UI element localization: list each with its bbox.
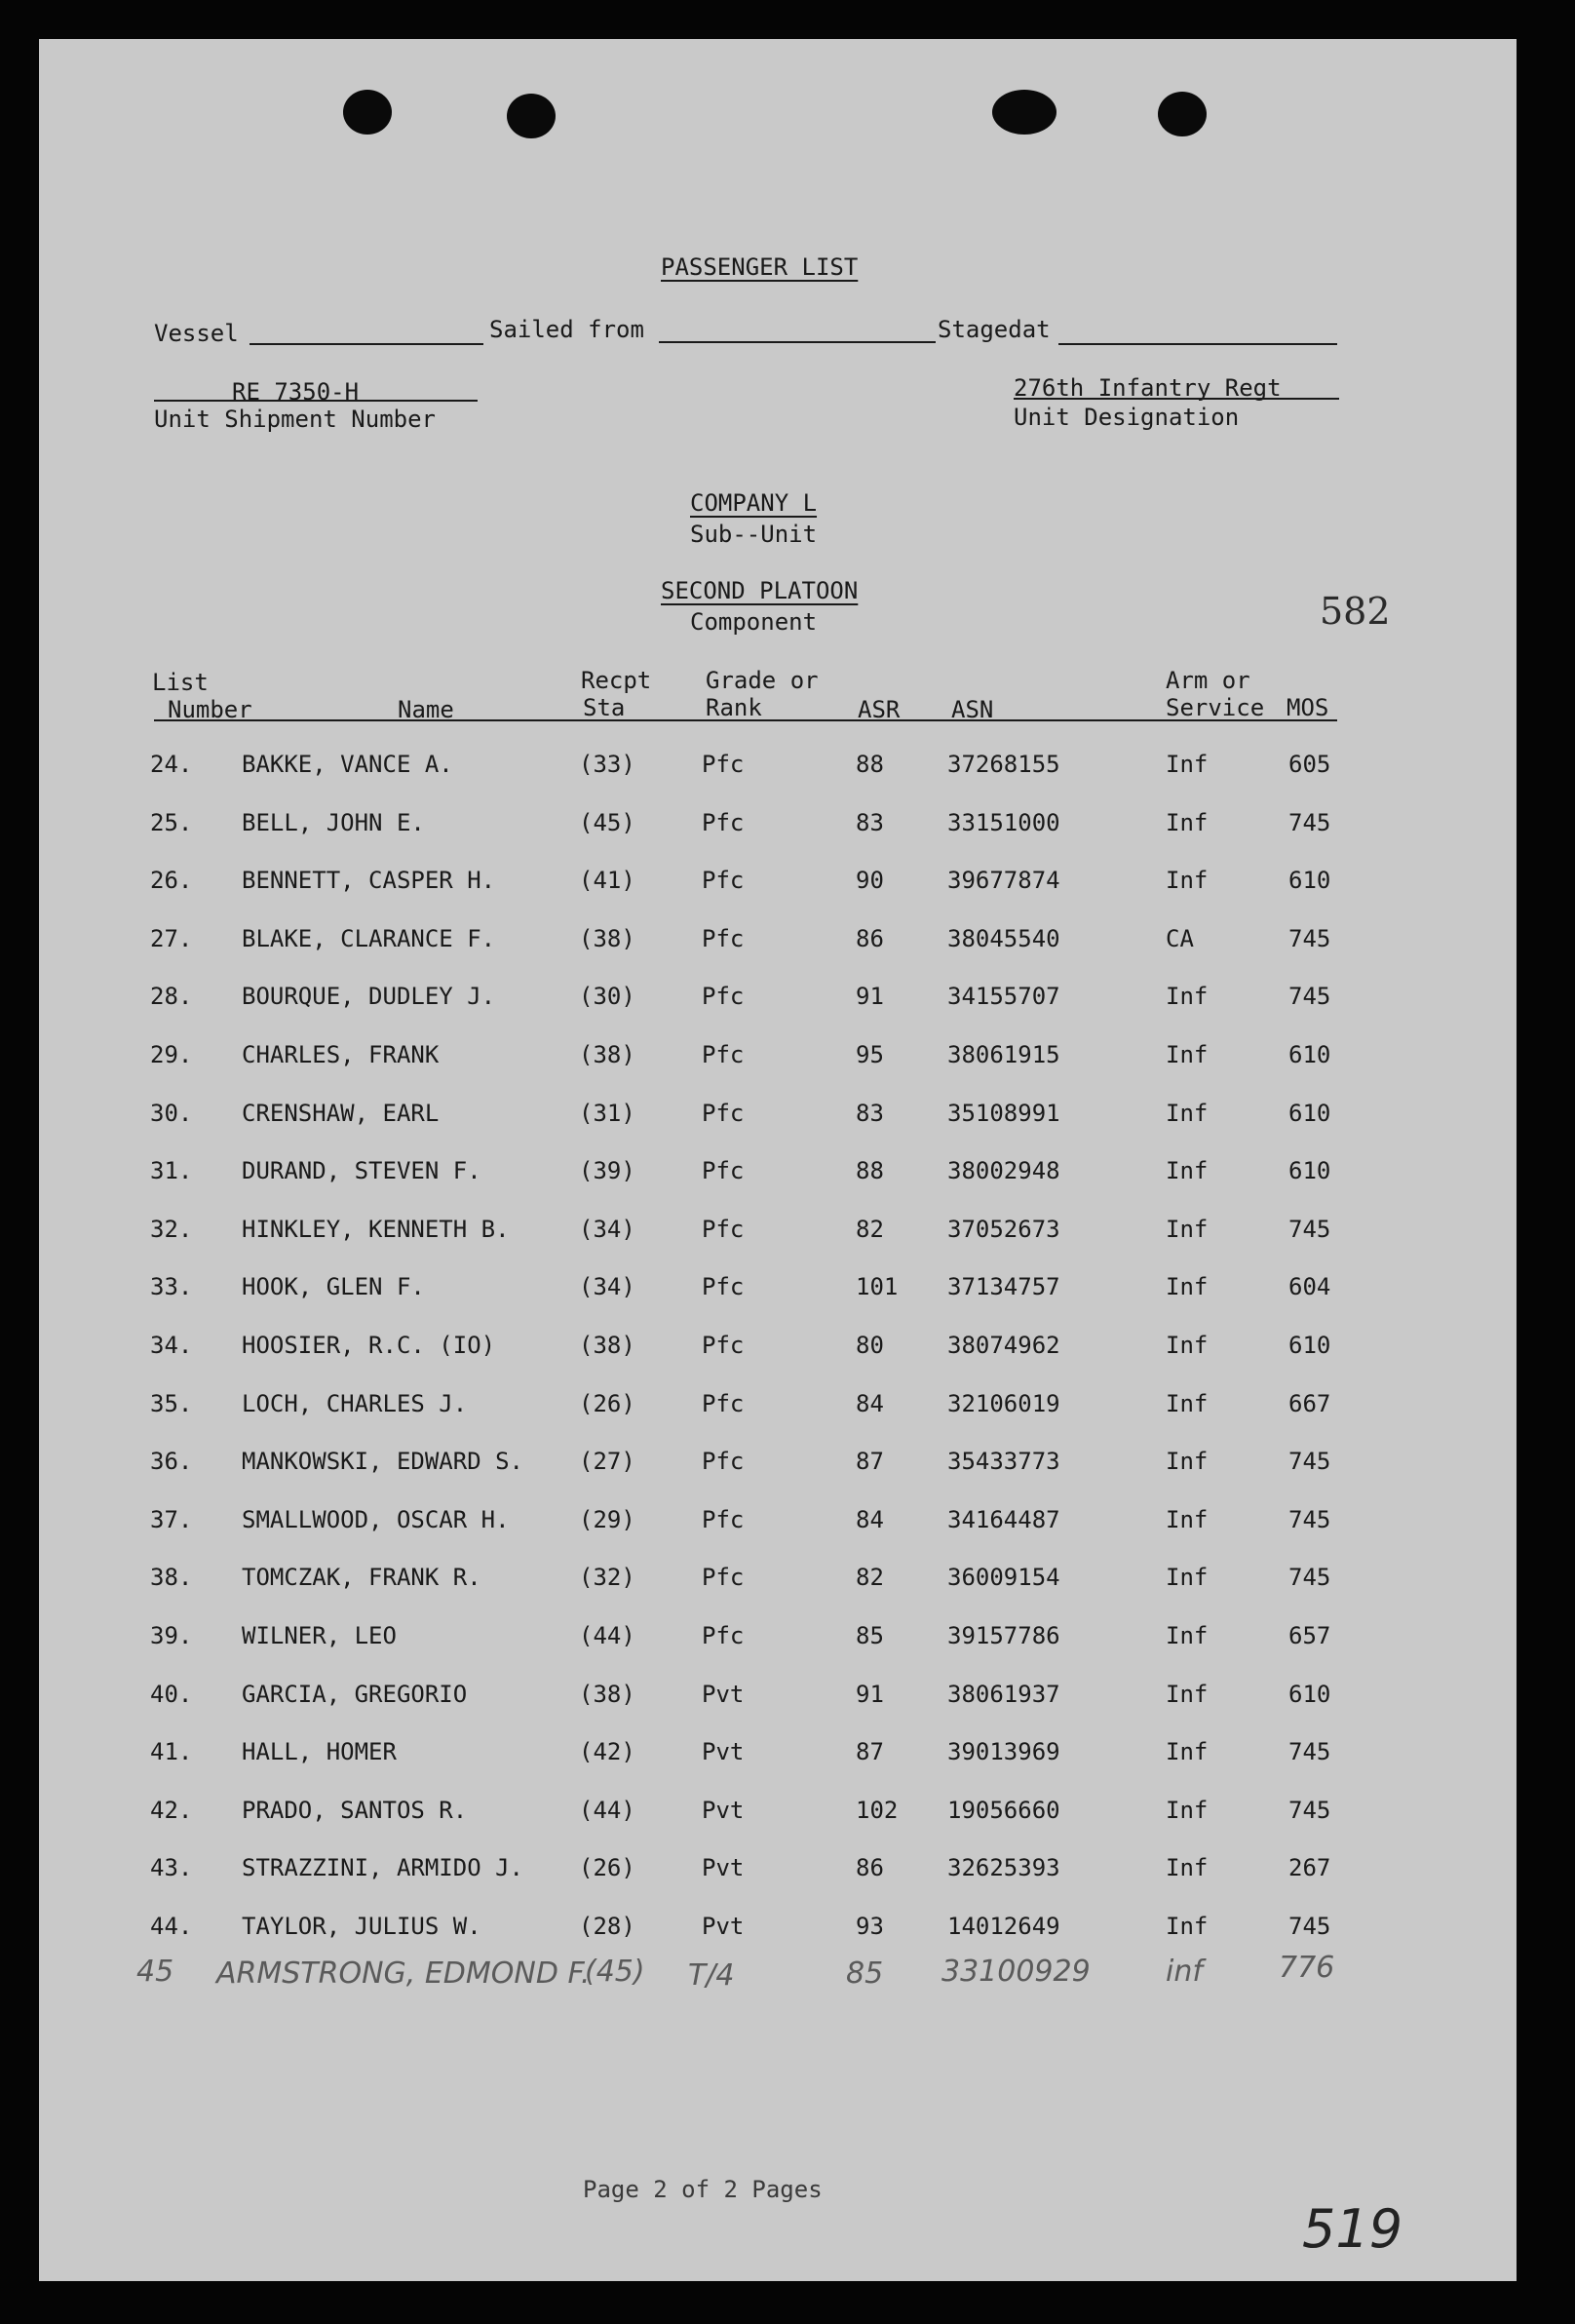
row-list-number: 35. <box>150 1389 193 1417</box>
row-asn: 38074962 <box>947 1332 1060 1359</box>
table-row <box>0 1043 1575 1072</box>
row-list-number: 24. <box>150 751 193 778</box>
sailed-from-line <box>659 341 936 343</box>
row-grade: Pfc <box>702 1041 745 1068</box>
row-name: WILNER, LEO <box>242 1622 397 1649</box>
row-recpt-sta: (38) <box>579 1680 635 1708</box>
row-mos: 745 <box>1288 1913 1331 1940</box>
row-grade: Pfc <box>702 1099 745 1127</box>
unit-designation-label: Unit Designation <box>1014 404 1240 431</box>
row-arm: Inf <box>1166 808 1209 836</box>
row-arm: Inf <box>1166 983 1209 1011</box>
row-arm: Inf <box>1166 1389 1209 1417</box>
handwritten-num: 45 <box>136 1955 174 1989</box>
row-mos: 667 <box>1288 1389 1331 1417</box>
row-grade: Pfc <box>702 867 745 895</box>
staged-at-line <box>1058 343 1337 345</box>
row-grade: Pfc <box>702 1215 745 1243</box>
row-name: STRAZZINI, ARMIDO J. <box>242 1854 523 1882</box>
row-asr: 102 <box>856 1796 899 1824</box>
col-list-number-l1: List <box>152 669 209 696</box>
row-mos: 745 <box>1288 808 1331 836</box>
table-row <box>0 1624 1575 1653</box>
row-asn: 38002948 <box>947 1157 1060 1185</box>
row-recpt-sta: (38) <box>579 1041 635 1068</box>
table-row <box>0 1856 1575 1885</box>
col-grade-l2: Rank <box>706 694 762 721</box>
row-asr: 82 <box>856 1215 884 1243</box>
row-asr: 83 <box>856 1099 884 1127</box>
row-grade: Pfc <box>702 1564 745 1592</box>
vessel-line <box>250 343 483 345</box>
row-recpt-sta: (31) <box>579 1099 635 1127</box>
table-row <box>0 1566 1575 1595</box>
handwritten-asr: 85 <box>846 1956 884 1991</box>
row-arm: Inf <box>1166 1041 1209 1068</box>
row-arm: Inf <box>1166 1157 1209 1185</box>
row-recpt-sta: (38) <box>579 1332 635 1359</box>
row-mos: 610 <box>1288 1041 1331 1068</box>
row-mos: 745 <box>1288 983 1331 1011</box>
row-name: CHARLES, FRANK <box>242 1041 440 1068</box>
row-arm: Inf <box>1166 1564 1209 1592</box>
table-row <box>0 985 1575 1014</box>
row-asr: 87 <box>856 1738 884 1766</box>
punch-hole <box>992 90 1056 135</box>
row-asr: 84 <box>856 1505 884 1533</box>
row-grade: Pfc <box>702 1157 745 1185</box>
row-asn: 35433773 <box>947 1448 1060 1476</box>
row-name: HALL, HOMER <box>242 1738 397 1766</box>
row-asn: 38045540 <box>947 924 1060 952</box>
row-asn: 32625393 <box>947 1854 1060 1882</box>
col-mos: MOS <box>1287 694 1329 721</box>
row-grade: Pvt <box>702 1913 745 1940</box>
table-row <box>0 1275 1575 1304</box>
staged-at-label: Stagedat <box>938 316 1051 343</box>
row-arm: Inf <box>1166 1215 1209 1243</box>
row-recpt-sta: (44) <box>579 1796 635 1824</box>
row-mos: 605 <box>1288 751 1331 778</box>
row-asr: 91 <box>856 1680 884 1708</box>
row-asn: 39677874 <box>947 867 1060 895</box>
col-recpt-sta-l1: Recpt <box>581 667 652 694</box>
row-asr: 90 <box>856 867 884 895</box>
row-asr: 101 <box>856 1273 899 1301</box>
header-underline <box>154 719 1337 721</box>
row-name: TAYLOR, JULIUS W. <box>242 1913 481 1940</box>
table-row <box>0 808 1575 840</box>
row-grade: Pfc <box>702 924 745 952</box>
row-mos: 745 <box>1288 1738 1331 1766</box>
col-asn: ASN <box>951 696 994 723</box>
col-name: Name <box>398 696 454 723</box>
unit-designation-line <box>1014 398 1339 400</box>
col-arm-l2: Service <box>1166 694 1265 721</box>
row-arm: Inf <box>1166 1099 1209 1127</box>
row-list-number: 30. <box>150 1099 193 1127</box>
row-asn: 19056660 <box>947 1796 1060 1824</box>
row-grade: Pfc <box>702 1622 745 1649</box>
row-mos: 657 <box>1288 1622 1331 1649</box>
row-arm: Inf <box>1166 1448 1209 1476</box>
row-asr: 91 <box>856 983 884 1011</box>
row-list-number: 39. <box>150 1622 193 1649</box>
row-list-number: 33. <box>150 1273 193 1301</box>
row-name: GARCIA, GREGORIO <box>242 1680 468 1708</box>
row-arm: CA <box>1166 924 1194 952</box>
row-arm: Inf <box>1166 1273 1209 1301</box>
row-mos: 604 <box>1288 1273 1331 1301</box>
subunit-label: Sub--Unit <box>690 521 818 548</box>
row-asr: 86 <box>856 924 884 952</box>
row-grade: Pfc <box>702 1389 745 1417</box>
row-asn: 34155707 <box>947 983 1060 1011</box>
unit-designation-value: 276th Infantry Regt <box>1014 374 1282 402</box>
row-name: LOCH, CHARLES J. <box>242 1389 468 1417</box>
row-recpt-sta: (41) <box>579 867 635 895</box>
row-recpt-sta: (27) <box>579 1448 635 1476</box>
row-asr: 88 <box>856 1157 884 1185</box>
row-arm: Inf <box>1166 1796 1209 1824</box>
row-name: TOMCZAK, FRANK R. <box>242 1564 481 1592</box>
row-recpt-sta: (38) <box>579 924 635 952</box>
row-name: BLAKE, CLARANCE F. <box>242 924 496 952</box>
row-list-number: 43. <box>150 1854 193 1882</box>
row-recpt-sta: (26) <box>579 1389 635 1417</box>
page-title: PASSENGER LIST <box>661 253 859 281</box>
component-label: Component <box>690 608 818 636</box>
row-arm: Inf <box>1166 1854 1209 1882</box>
row-arm: Inf <box>1166 867 1209 895</box>
row-mos: 610 <box>1288 1157 1331 1185</box>
row-recpt-sta: (26) <box>579 1854 635 1882</box>
row-name: HINKLEY, KENNETH B. <box>242 1215 510 1243</box>
row-grade: Pvt <box>702 1680 745 1708</box>
row-list-number: 42. <box>150 1796 193 1824</box>
row-asr: 93 <box>856 1913 884 1940</box>
handwritten-grade: T/4 <box>688 1958 735 1993</box>
row-name: BENNETT, CASPER H. <box>242 867 496 895</box>
row-name: BAKKE, VANCE A. <box>242 751 453 778</box>
row-list-number: 26. <box>150 867 193 895</box>
row-asr: 80 <box>856 1332 884 1359</box>
row-asr: 86 <box>856 1854 884 1882</box>
row-asn: 38061915 <box>947 1041 1060 1068</box>
page-footer: Page 2 of 2 Pages <box>583 2176 823 2203</box>
row-asr: 83 <box>856 808 884 836</box>
row-mos: 745 <box>1288 1505 1331 1533</box>
handwritten-mos: 776 <box>1279 1951 1335 1985</box>
table-row <box>0 1450 1575 1479</box>
unit-shipment-value: RE 7350-H <box>232 378 360 406</box>
col-asr: ASR <box>858 696 901 723</box>
row-mos: 745 <box>1288 1796 1331 1824</box>
row-asn: 37268155 <box>947 751 1060 778</box>
table-row <box>0 1334 1575 1363</box>
row-recpt-sta: (39) <box>579 1157 635 1185</box>
row-mos: 745 <box>1288 1448 1331 1476</box>
row-list-number: 32. <box>150 1215 193 1243</box>
row-grade: Pvt <box>702 1738 745 1766</box>
row-recpt-sta: (45) <box>579 808 635 836</box>
row-list-number: 28. <box>150 983 193 1011</box>
row-grade: Pfc <box>702 1448 745 1476</box>
table-row <box>0 1389 1575 1421</box>
sailed-from-label: Sailed from <box>489 316 644 343</box>
row-list-number: 27. <box>150 924 193 952</box>
row-arm: Inf <box>1166 751 1209 778</box>
handwritten-arm: inf <box>1166 1955 1203 1989</box>
table-row <box>0 1796 1575 1828</box>
row-recpt-sta: (44) <box>579 1622 635 1649</box>
table-row <box>0 1159 1575 1188</box>
table-row <box>0 1505 1575 1537</box>
row-grade: Pvt <box>702 1796 745 1824</box>
row-arm: Inf <box>1166 1622 1209 1649</box>
unit-shipment-label: Unit Shipment Number <box>154 406 436 433</box>
row-mos: 610 <box>1288 1099 1331 1127</box>
row-recpt-sta: (32) <box>579 1564 635 1592</box>
row-name: CRENSHAW, EARL <box>242 1099 440 1127</box>
handwritten-asn: 33100929 <box>941 1955 1091 1989</box>
row-asn: 39013969 <box>947 1738 1060 1766</box>
table-row <box>0 1740 1575 1769</box>
table-row <box>0 1099 1575 1131</box>
row-grade: Pfc <box>702 983 745 1011</box>
row-list-number: 25. <box>150 808 193 836</box>
row-name: DURAND, STEVEN F. <box>242 1157 481 1185</box>
row-asn: 38061937 <box>947 1680 1060 1708</box>
row-grade: Pfc <box>702 751 745 778</box>
row-name: MANKOWSKI, EDWARD S. <box>242 1448 523 1476</box>
row-arm: Inf <box>1166 1913 1209 1940</box>
row-list-number: 38. <box>150 1564 193 1592</box>
component-value: SECOND PLATOON <box>661 577 859 604</box>
punch-hole <box>507 94 556 138</box>
row-recpt-sta: (29) <box>579 1505 635 1533</box>
table-row <box>0 924 1575 956</box>
row-asn: 37134757 <box>947 1273 1060 1301</box>
table-row <box>0 1680 1575 1712</box>
col-recpt-sta-l2: Sta <box>583 694 626 721</box>
row-mos: 267 <box>1288 1854 1331 1882</box>
row-asn: 33151000 <box>947 808 1060 836</box>
row-asn: 35108991 <box>947 1099 1060 1127</box>
row-mos: 610 <box>1288 1332 1331 1359</box>
row-asn: 36009154 <box>947 1564 1060 1592</box>
row-mos: 610 <box>1288 1680 1331 1708</box>
row-recpt-sta: (28) <box>579 1913 635 1940</box>
row-list-number: 34. <box>150 1332 193 1359</box>
row-asn: 37052673 <box>947 1215 1060 1243</box>
row-recpt-sta: (34) <box>579 1273 635 1301</box>
row-arm: Inf <box>1166 1738 1209 1766</box>
vessel-label: Vessel <box>154 320 239 347</box>
handwritten-page-number: 519 <box>1302 2198 1403 2260</box>
row-mos: 745 <box>1288 1215 1331 1243</box>
handwritten-name: ARMSTRONG, EDMOND F. <box>216 1956 591 1991</box>
row-name: HOOSIER, R.C. (IO) <box>242 1332 496 1359</box>
row-name: HOOK, GLEN F. <box>242 1273 425 1301</box>
punch-hole <box>343 90 392 135</box>
row-asr: 95 <box>856 1041 884 1068</box>
row-grade: Pfc <box>702 1332 745 1359</box>
col-list-number-l2: Number <box>168 696 252 723</box>
row-mos: 745 <box>1288 1564 1331 1592</box>
row-grade: Pfc <box>702 808 745 836</box>
row-asn: 32106019 <box>947 1389 1060 1417</box>
row-asr: 87 <box>856 1448 884 1476</box>
row-grade: Pfc <box>702 1273 745 1301</box>
row-recpt-sta: (30) <box>579 983 635 1011</box>
row-arm: Inf <box>1166 1505 1209 1533</box>
row-arm: Inf <box>1166 1332 1209 1359</box>
table-row <box>0 753 1575 782</box>
row-list-number: 44. <box>150 1913 193 1940</box>
unit-shipment-line <box>154 400 478 402</box>
row-list-number: 37. <box>150 1505 193 1533</box>
row-recpt-sta: (42) <box>579 1738 635 1766</box>
handwritten-sta: (45) <box>585 1955 645 1989</box>
punch-hole <box>1158 92 1207 136</box>
row-name: BOURQUE, DUDLEY J. <box>242 983 496 1011</box>
row-recpt-sta: (34) <box>579 1215 635 1243</box>
row-name: PRADO, SANTOS R. <box>242 1796 468 1824</box>
row-recpt-sta: (33) <box>579 751 635 778</box>
subunit-value: COMPANY L <box>690 489 818 517</box>
row-mos: 745 <box>1288 924 1331 952</box>
row-asn: 34164487 <box>947 1505 1060 1533</box>
row-grade: Pfc <box>702 1505 745 1533</box>
row-asr: 84 <box>856 1389 884 1417</box>
col-grade-l1: Grade or <box>706 667 819 694</box>
row-grade: Pvt <box>702 1854 745 1882</box>
stamp-number: 582 <box>1320 590 1391 633</box>
row-list-number: 40. <box>150 1680 193 1708</box>
row-asn: 39157786 <box>947 1622 1060 1649</box>
row-asr: 88 <box>856 751 884 778</box>
row-arm: Inf <box>1166 1680 1209 1708</box>
row-asr: 85 <box>856 1622 884 1649</box>
table-row <box>0 869 1575 898</box>
row-mos: 610 <box>1288 867 1331 895</box>
table-row <box>0 1915 1575 1944</box>
table-row <box>0 1215 1575 1247</box>
row-list-number: 41. <box>150 1738 193 1766</box>
row-name: SMALLWOOD, OSCAR H. <box>242 1505 510 1533</box>
col-arm-l1: Arm or <box>1166 667 1250 694</box>
row-asn: 14012649 <box>947 1913 1060 1940</box>
row-asr: 82 <box>856 1564 884 1592</box>
row-list-number: 29. <box>150 1041 193 1068</box>
row-name: BELL, JOHN E. <box>242 808 425 836</box>
row-list-number: 31. <box>150 1157 193 1185</box>
row-list-number: 36. <box>150 1448 193 1476</box>
